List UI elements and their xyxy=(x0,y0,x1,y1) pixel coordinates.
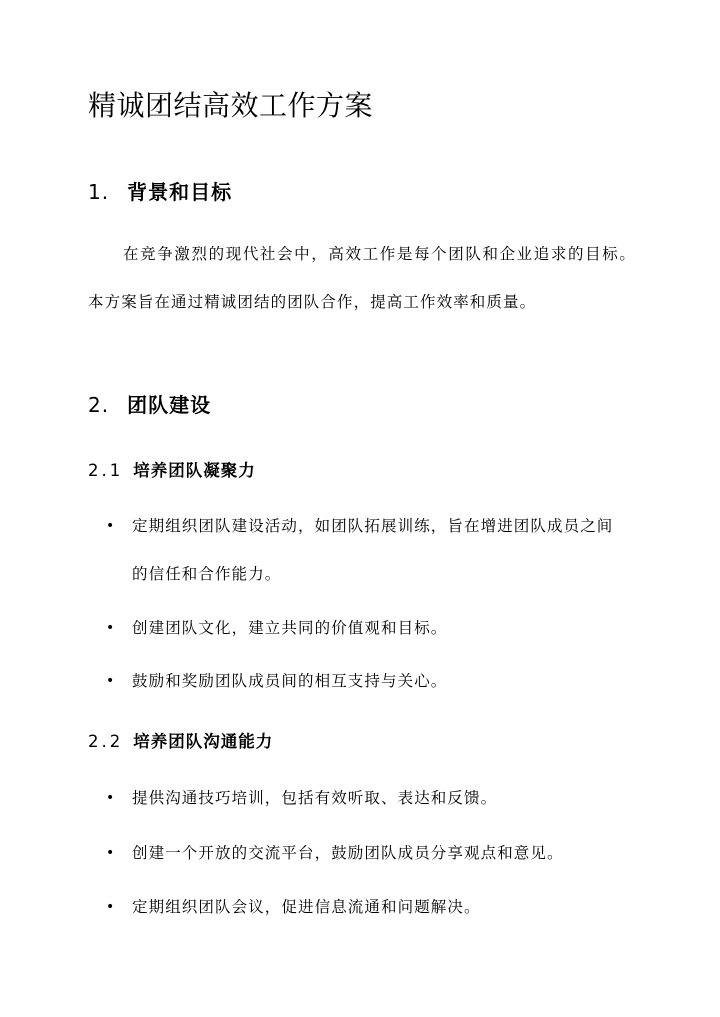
section-title: 团队建设 xyxy=(127,393,212,417)
list-item-text: 提供沟通技巧培训，包括有效听取、表达和反馈。 xyxy=(132,789,498,807)
section-title: 背景和目标 xyxy=(127,180,233,204)
subsection-heading-cohesion xyxy=(88,457,256,481)
list-item-text: 定期组织团队会议，促进信息流通和问题解决。 xyxy=(132,898,481,916)
bullet-icon: • xyxy=(106,845,116,861)
subsection-title: 培养团队沟通能力 xyxy=(133,732,274,751)
list-item xyxy=(106,883,620,931)
list-item-text: 创建一个开放的交流平台，鼓励团队成员分享观点和意见。 xyxy=(132,844,564,862)
list-item xyxy=(106,829,620,877)
list-item-text: 创建团队文化，建立共同的价值观和目标。 xyxy=(132,619,448,637)
list-item xyxy=(106,502,620,598)
bullet-icon: • xyxy=(106,899,116,915)
subsection-heading-communication xyxy=(88,728,273,752)
bullet-icon: • xyxy=(106,673,116,689)
subsection-number: 2.1 xyxy=(88,461,124,480)
bullet-icon: • xyxy=(106,620,116,636)
section-heading-background xyxy=(88,176,232,205)
list-item xyxy=(106,774,620,822)
background-paragraph: 在竞争激烈的现代社会中，高效工作是每个团队和企业追求的目标。本方案旨在通过精诚团结的团队合作，提高工作效率和质量。 xyxy=(88,245,636,311)
document-title: 精诚团结高效工作方案 xyxy=(88,89,374,122)
section-number: 1. xyxy=(88,180,110,204)
bullet-icon: • xyxy=(106,518,116,534)
section-heading-team-building xyxy=(88,389,211,418)
subsection-title: 培养团队凝聚力 xyxy=(133,461,256,480)
list-item-text: 定期组织团队建设活动，如团队拓展训练，旨在增进团队成员之间的信任和合作能力。 xyxy=(132,517,614,583)
subsection-number: 2.2 xyxy=(88,732,124,751)
section-number: 2. xyxy=(88,393,110,417)
list-item xyxy=(106,657,620,705)
list-item xyxy=(106,604,620,652)
list-item-text: 鼓励和奖励团队成员间的相互支持与关心。 xyxy=(132,672,448,690)
bullet-icon: • xyxy=(106,790,116,806)
